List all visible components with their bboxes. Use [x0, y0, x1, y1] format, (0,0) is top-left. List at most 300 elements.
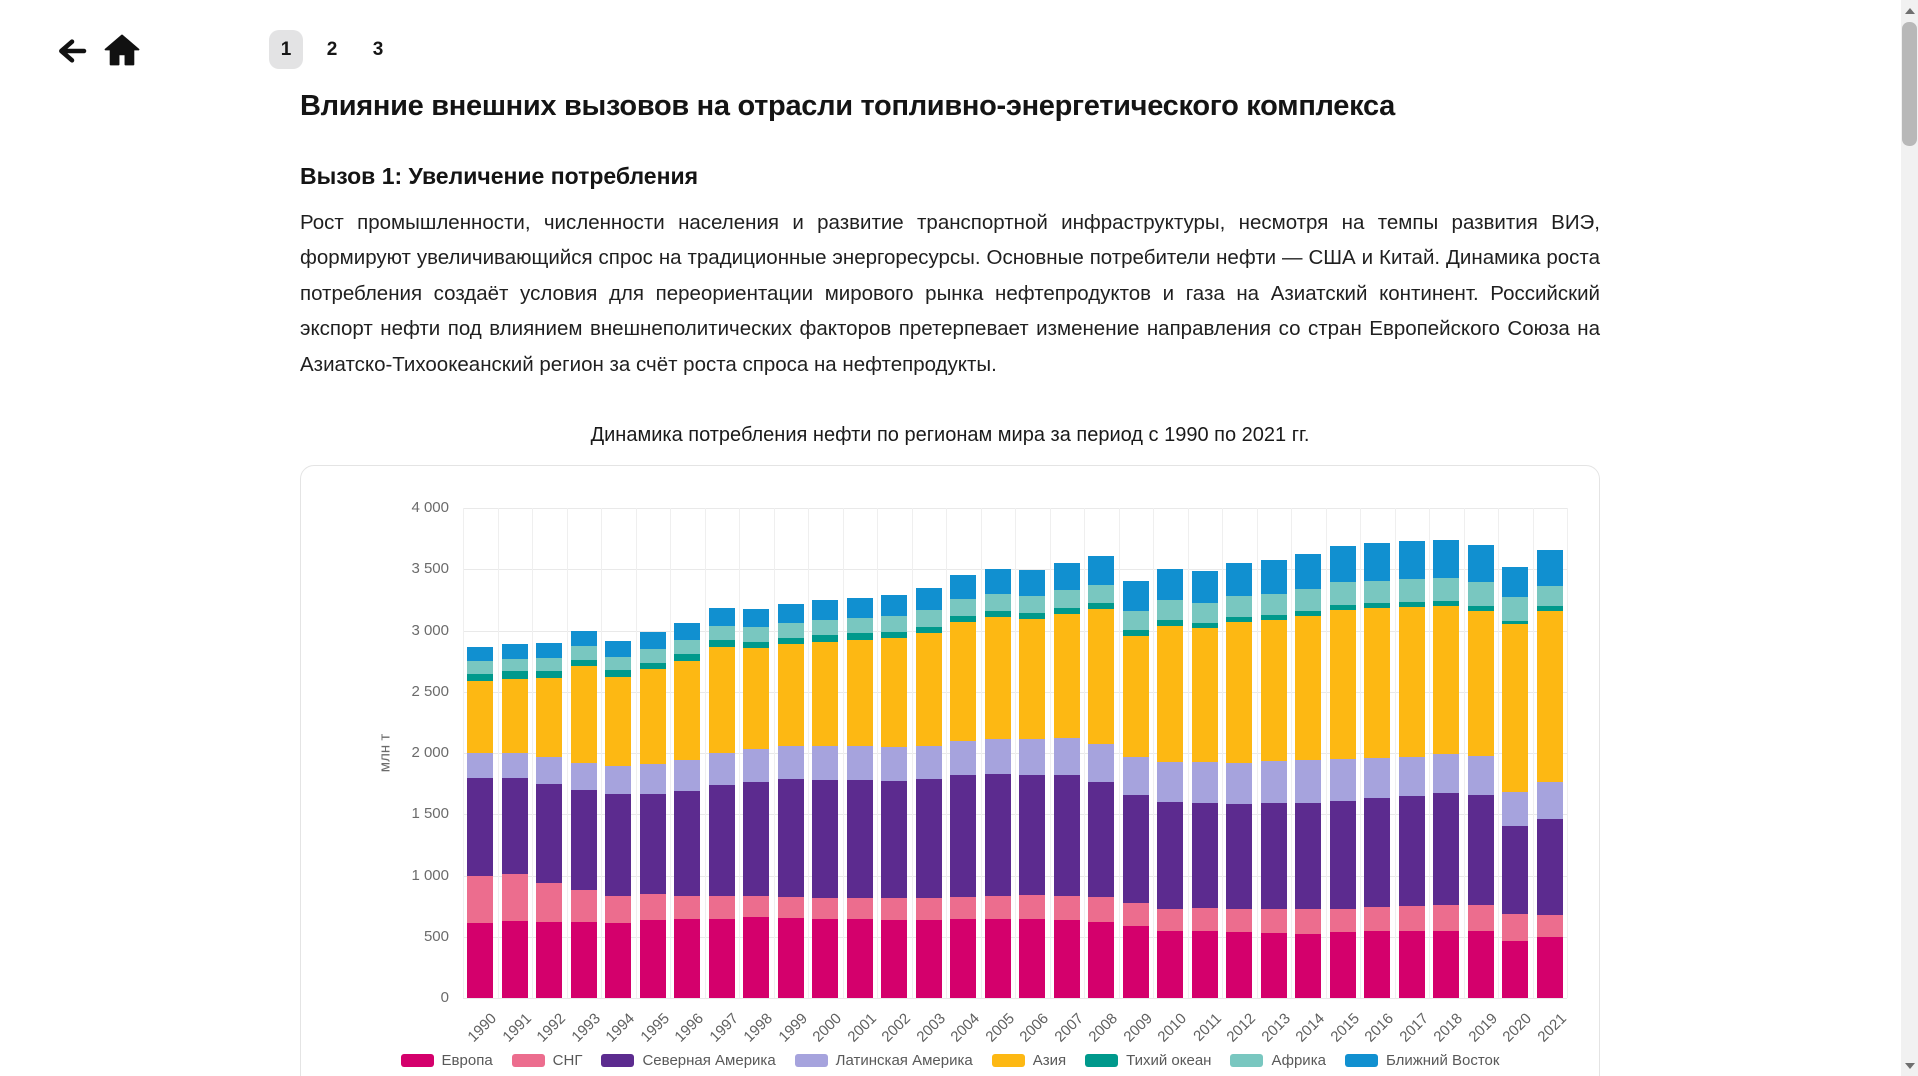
bar-segment — [605, 641, 631, 657]
bar-segment — [1088, 782, 1114, 897]
bar-segment — [778, 604, 804, 623]
bar-segment — [1123, 795, 1149, 903]
bar-segment — [1295, 760, 1321, 802]
page-title: Влияние внешних вызовов на отрасли топливно-энергетического комплекса — [300, 90, 1395, 122]
gridline-vertical — [463, 508, 464, 998]
bar-segment — [1192, 571, 1218, 603]
bar-segment — [571, 763, 597, 790]
bar-segment — [571, 660, 597, 667]
bar-segment — [1399, 602, 1425, 607]
bar-segment — [812, 635, 838, 641]
bar-segment — [847, 618, 873, 634]
bar-segment — [812, 780, 838, 898]
bar-segment — [640, 920, 666, 998]
bar-segment — [709, 919, 735, 998]
bar-segment — [605, 766, 631, 794]
bar-segment — [1330, 605, 1356, 610]
bar-segment — [1502, 567, 1528, 597]
gridline-vertical — [1119, 508, 1120, 998]
bar-segment — [640, 632, 666, 649]
bar-segment — [467, 876, 493, 923]
bar-segment — [536, 757, 562, 783]
bar-segment — [640, 649, 666, 663]
bar-segment — [502, 778, 528, 874]
x-axis-tick-label: 2020 — [1499, 1010, 1536, 1046]
bar-segment — [1157, 569, 1183, 600]
bar-segment — [1399, 931, 1425, 998]
bar-segment — [1088, 609, 1114, 744]
bar-segment — [536, 784, 562, 884]
bar-segment — [571, 666, 597, 763]
bar-segment — [985, 739, 1011, 774]
bar-segment — [985, 919, 1011, 998]
gridline-vertical — [567, 508, 568, 998]
bar-segment — [1054, 896, 1080, 921]
bar-segment — [467, 753, 493, 778]
gridline-vertical — [1188, 508, 1189, 998]
back-button[interactable] — [56, 36, 88, 66]
bar-segment — [571, 922, 597, 998]
bar-segment — [467, 681, 493, 753]
bar-segment — [709, 785, 735, 896]
bar-segment — [502, 671, 528, 678]
bar-segment — [536, 671, 562, 678]
bar-segment — [1364, 907, 1390, 932]
gridline-vertical — [946, 508, 947, 998]
gridline-horizontal — [463, 998, 1567, 999]
page-button-2[interactable]: 2 — [315, 30, 349, 69]
bar-segment — [1295, 611, 1321, 616]
bar-segment — [881, 898, 907, 919]
bar-segment — [1433, 793, 1459, 904]
gridline-vertical — [981, 508, 982, 998]
gridline-vertical — [1395, 508, 1396, 998]
bar-segment — [605, 670, 631, 677]
bar-segment — [1157, 626, 1183, 762]
bar-segment — [1157, 909, 1183, 931]
body-paragraph: Рост промышленности, численности населения и развитие транспортной инфраструктуры, несмотря на темпы развития ВИЭ, формируют увеличивающийся спрос на традиционные энергоресурсы. Основные потребители нефти — США и Китай. Динамика роста потребления создаёт условия для переориентации мирового рынка нефтепродуктов и газа на Азиатский континент. Российский экспорт нефти под влиянием внешнеполитических факторов претерпевает изменение направления со стран Европейского Союза на Азиатско-Тихоокеанский регион за счёт роста спроса на нефтепродукты. — [300, 211, 1600, 376]
bar-segment — [847, 746, 873, 780]
bar-segment — [985, 594, 1011, 611]
x-axis-tick-label: 2016 — [1361, 1010, 1398, 1046]
x-axis-tick-label: 2019 — [1465, 1010, 1501, 1046]
y-axis-tick-label: 3 500 — [411, 560, 449, 578]
x-axis-tick-label: 2012 — [1223, 1010, 1260, 1046]
bar-segment — [847, 780, 873, 898]
bar-segment — [1399, 607, 1425, 757]
x-axis-tick-label: 2015 — [1327, 1010, 1363, 1046]
x-axis-tick-label: 2001 — [844, 1010, 880, 1046]
legend-label: Ближний Восток — [1385, 1052, 1500, 1069]
bar-segment — [1192, 908, 1218, 931]
page-button-1[interactable]: 1 — [269, 30, 303, 69]
bar-segment — [709, 753, 735, 785]
y-axis-tick-label: 500 — [423, 927, 449, 945]
bar-segment — [1226, 596, 1252, 616]
x-axis-tick-label: 2008 — [1085, 1010, 1122, 1046]
bar-segment — [916, 633, 942, 746]
gridline-vertical — [705, 508, 706, 998]
bar-segment — [674, 760, 700, 791]
bar-segment — [1123, 757, 1149, 795]
bar-segment — [571, 890, 597, 922]
bar-segment — [674, 791, 700, 896]
bar-segment — [605, 657, 631, 670]
bar-segment — [778, 897, 804, 918]
bar-segment — [640, 764, 666, 793]
bar-segment — [1537, 782, 1563, 819]
bar-segment — [1364, 603, 1390, 608]
bar-segment — [1468, 545, 1494, 582]
bar-segment — [881, 595, 907, 616]
bar-segment — [916, 610, 942, 626]
bar-segment — [1019, 596, 1045, 614]
bar-segment — [1226, 909, 1252, 933]
gridline-vertical — [1222, 508, 1223, 998]
x-axis-tick-label: 2021 — [1534, 1010, 1570, 1046]
scrollbar-thumb[interactable] — [1902, 22, 1917, 146]
stacked-bar-chart — [301, 466, 1599, 1076]
bar-segment — [812, 642, 838, 747]
bar-segment — [778, 638, 804, 644]
bar-segment — [1054, 563, 1080, 590]
bar-segment — [536, 658, 562, 671]
gridline-vertical — [1567, 508, 1568, 998]
bar-segment — [1364, 798, 1390, 906]
bar-segment — [1261, 594, 1287, 615]
bar-segment — [1468, 931, 1494, 998]
legend-item — [512, 1052, 583, 1069]
bar-segment — [1468, 795, 1494, 905]
bar-segment — [1088, 922, 1114, 998]
bar-segment — [916, 920, 942, 998]
bar-segment — [1054, 608, 1080, 614]
bar-segment — [916, 898, 942, 920]
bar-segment — [1157, 600, 1183, 620]
bar-segment — [674, 661, 700, 761]
bar-segment — [502, 679, 528, 753]
bar-segment — [881, 920, 907, 998]
home-icon — [104, 33, 140, 66]
bar-segment — [1295, 909, 1321, 934]
legend-item — [992, 1052, 1066, 1069]
bar-segment — [743, 609, 769, 627]
bar-segment — [605, 677, 631, 766]
legend-item — [601, 1052, 775, 1069]
bar-segment — [605, 794, 631, 896]
bar-segment — [778, 623, 804, 638]
y-axis-tick-label: 0 — [440, 989, 449, 1006]
bar-segment — [1330, 759, 1356, 801]
chart-legend — [301, 1052, 1599, 1069]
bar-segment — [674, 654, 700, 661]
bar-segment — [1192, 628, 1218, 762]
x-axis-tick-label: 2007 — [1051, 1010, 1087, 1046]
x-axis-tick-label: 2009 — [1120, 1010, 1156, 1046]
bar-segment — [1123, 926, 1149, 998]
bar-segment — [1537, 819, 1563, 915]
bar-segment — [881, 632, 907, 638]
bar-segment — [1364, 758, 1390, 798]
bar-segment — [812, 919, 838, 998]
gridline-vertical — [1464, 508, 1465, 998]
bar-segment — [1295, 554, 1321, 590]
bar-segment — [985, 896, 1011, 919]
x-axis-tick-label: 2017 — [1396, 1010, 1432, 1046]
gridline-vertical — [1015, 508, 1016, 998]
x-axis-tick-label: 2004 — [947, 1010, 984, 1046]
bar-segment — [502, 753, 528, 779]
bar-segment — [674, 896, 700, 919]
scrollbar-down-button[interactable] — [1901, 1057, 1918, 1074]
gridline-vertical — [877, 508, 878, 998]
bar-segment — [640, 894, 666, 920]
bar-segment — [536, 883, 562, 922]
bar-segment — [881, 616, 907, 632]
bar-segment — [536, 643, 562, 658]
bar-segment — [1019, 895, 1045, 919]
gridline-vertical — [843, 508, 844, 998]
bar-segment — [640, 794, 666, 894]
x-axis-tick-label: 1991 — [499, 1010, 535, 1046]
bar-segment — [847, 633, 873, 639]
bar-segment — [1261, 933, 1287, 998]
bar-segment — [1157, 931, 1183, 998]
bar-segment — [1192, 931, 1218, 998]
bar-segment — [1502, 597, 1528, 621]
x-axis-tick-label: 1997 — [706, 1010, 742, 1046]
bar-segment — [1364, 931, 1390, 998]
bar-segment — [1192, 803, 1218, 908]
bar-segment — [1192, 603, 1218, 623]
bar-segment — [743, 749, 769, 782]
bar-segment — [1537, 586, 1563, 606]
legend-item — [1230, 1052, 1325, 1069]
bar-segment — [778, 918, 804, 998]
gridline-vertical — [1050, 508, 1051, 998]
bar-segment — [1364, 608, 1390, 757]
bar-segment — [1088, 585, 1114, 604]
bar-segment — [1468, 611, 1494, 757]
bar-segment — [743, 648, 769, 748]
bar-segment — [916, 627, 942, 633]
arrow-left-icon — [56, 36, 88, 66]
bar-segment — [950, 775, 976, 896]
bar-segment — [1019, 570, 1045, 596]
bar-segment — [536, 922, 562, 998]
bar-segment — [985, 617, 1011, 739]
legend-swatch — [795, 1054, 828, 1067]
bar-segment — [1399, 757, 1425, 797]
bar-segment — [812, 898, 838, 919]
bar-segment — [502, 874, 528, 922]
x-axis-tick-label: 1999 — [775, 1010, 811, 1046]
bar-segment — [1433, 931, 1459, 998]
bar-segment — [1330, 932, 1356, 998]
bar-segment — [1261, 560, 1287, 594]
legend-label: Африка — [1271, 1052, 1326, 1069]
bar-segment — [881, 638, 907, 748]
x-axis-tick-label: 1992 — [533, 1010, 570, 1046]
legend-item — [401, 1052, 493, 1069]
bar-segment — [674, 640, 700, 654]
bar-segment — [1330, 546, 1356, 583]
legend-swatch — [512, 1054, 545, 1067]
gridline-vertical — [1429, 508, 1430, 998]
bar-segment — [1157, 762, 1183, 802]
bar-segment — [1261, 615, 1287, 620]
bar-segment — [950, 622, 976, 741]
scrollbar-up-button[interactable] — [1901, 2, 1918, 19]
bar-segment — [1433, 606, 1459, 754]
bar-segment — [1364, 543, 1390, 580]
bar-segment — [605, 896, 631, 922]
home-button[interactable] — [104, 33, 140, 66]
gridline-vertical — [1084, 508, 1085, 998]
bar-segment — [1537, 606, 1563, 611]
bar-segment — [743, 917, 769, 998]
bar-segment — [950, 741, 976, 775]
page-button-3[interactable]: 3 — [361, 30, 395, 69]
gridline-vertical — [532, 508, 533, 998]
vertical-scrollbar[interactable] — [1901, 0, 1918, 1076]
gridline-vertical — [670, 508, 671, 998]
bar-segment — [1123, 630, 1149, 636]
x-axis-tick-label: 2003 — [913, 1010, 949, 1046]
x-axis-tick-label: 2013 — [1258, 1010, 1294, 1046]
bar-segment — [847, 598, 873, 618]
y-axis-tick-label: 4 000 — [411, 499, 449, 516]
gridline-vertical — [774, 508, 775, 998]
bar-segment — [1295, 934, 1321, 998]
page-nav — [269, 30, 395, 69]
bar-segment — [1502, 914, 1528, 941]
legend-swatch — [992, 1054, 1025, 1067]
bar-segment — [502, 921, 528, 998]
bar-segment — [1399, 579, 1425, 602]
bar-segment — [950, 599, 976, 616]
bar-segment — [1295, 803, 1321, 910]
y-axis-title: млн т — [376, 733, 394, 773]
bar-segment — [1502, 624, 1528, 792]
x-axis-tick-label: 2006 — [1016, 1010, 1053, 1046]
bar-segment — [743, 627, 769, 642]
triangle-down-icon — [1905, 1063, 1915, 1069]
section-heading: Вызов 1: Увеличение потребления — [300, 163, 699, 189]
gridline-vertical — [1326, 508, 1327, 998]
bar-segment — [847, 640, 873, 747]
bar-segment — [467, 778, 493, 876]
bar-segment — [536, 678, 562, 758]
bar-segment — [1399, 541, 1425, 579]
bar-segment — [640, 669, 666, 764]
bar-segment — [1054, 775, 1080, 896]
bar-segment — [881, 747, 907, 781]
x-axis-tick-label: 1996 — [671, 1010, 708, 1046]
bar-segment — [709, 626, 735, 640]
bar-segment — [1019, 613, 1045, 619]
bar-segment — [847, 898, 873, 919]
gridline-vertical — [739, 508, 740, 998]
bar-segment — [1295, 589, 1321, 610]
bar-segment — [950, 616, 976, 622]
bar-segment — [1537, 937, 1563, 998]
bar-segment — [502, 659, 528, 671]
bar-segment — [743, 896, 769, 917]
bar-segment — [467, 647, 493, 661]
x-axis-tick-label: 1993 — [568, 1010, 604, 1046]
bar-segment — [1433, 601, 1459, 606]
x-axis-tick-label: 2018 — [1430, 1010, 1467, 1046]
bar-segment — [743, 642, 769, 648]
bar-segment — [502, 644, 528, 658]
bar-segment — [1157, 620, 1183, 626]
bar-segment — [571, 631, 597, 646]
x-axis-tick-label: 2010 — [1154, 1010, 1191, 1046]
bar-segment — [1088, 744, 1114, 783]
bar-segment — [1330, 909, 1356, 933]
bar-segment — [1502, 826, 1528, 914]
bar-segment — [709, 896, 735, 919]
bar-segment — [1330, 801, 1356, 909]
bar-segment — [1537, 611, 1563, 782]
gridline-vertical — [636, 508, 637, 998]
bar-segment — [1226, 763, 1252, 805]
bar-segment — [674, 919, 700, 998]
bar-segment — [1433, 754, 1459, 793]
bar-segment — [1192, 762, 1218, 803]
bar-segment — [1330, 582, 1356, 604]
bar-segment — [1019, 919, 1045, 998]
bar-segment — [950, 919, 976, 998]
bar-segment — [1019, 775, 1045, 896]
gridline-vertical — [1533, 508, 1534, 998]
bar-segment — [778, 644, 804, 746]
legend-item — [795, 1052, 973, 1069]
bar-segment — [709, 647, 735, 753]
bar-segment — [467, 661, 493, 673]
bar-segment — [812, 620, 838, 635]
gridline-vertical — [912, 508, 913, 998]
bar-segment — [743, 782, 769, 897]
chart-title: Динамика потребления нефти по регионам мира за период с 1990 по 2021 гг. — [590, 424, 1310, 446]
gridline-vertical — [1153, 508, 1154, 998]
legend-label: Европа — [441, 1052, 493, 1069]
bar-segment — [1502, 941, 1528, 998]
bar-segment — [1157, 802, 1183, 909]
triangle-up-icon — [1905, 8, 1915, 14]
bar-segment — [1226, 617, 1252, 622]
chart-card — [300, 465, 1600, 1076]
bar-segment — [1433, 540, 1459, 578]
legend-label: СНГ — [552, 1052, 583, 1069]
legend-swatch — [401, 1054, 434, 1067]
legend-swatch — [601, 1054, 634, 1067]
legend-swatch — [1230, 1054, 1263, 1067]
bar-segment — [467, 923, 493, 998]
gridline-vertical — [1360, 508, 1361, 998]
y-axis-tick-label: 1 000 — [411, 866, 449, 884]
bar-segment — [1537, 550, 1563, 586]
bar-segment — [847, 919, 873, 998]
x-axis-tick-label: 2002 — [878, 1010, 915, 1046]
legend-item — [1085, 1052, 1211, 1069]
legend-label: Тихий океан — [1126, 1052, 1212, 1069]
bar-segment — [1330, 610, 1356, 759]
bar-segment — [1468, 756, 1494, 794]
legend-item — [1345, 1052, 1500, 1069]
bar-segment — [571, 646, 597, 659]
